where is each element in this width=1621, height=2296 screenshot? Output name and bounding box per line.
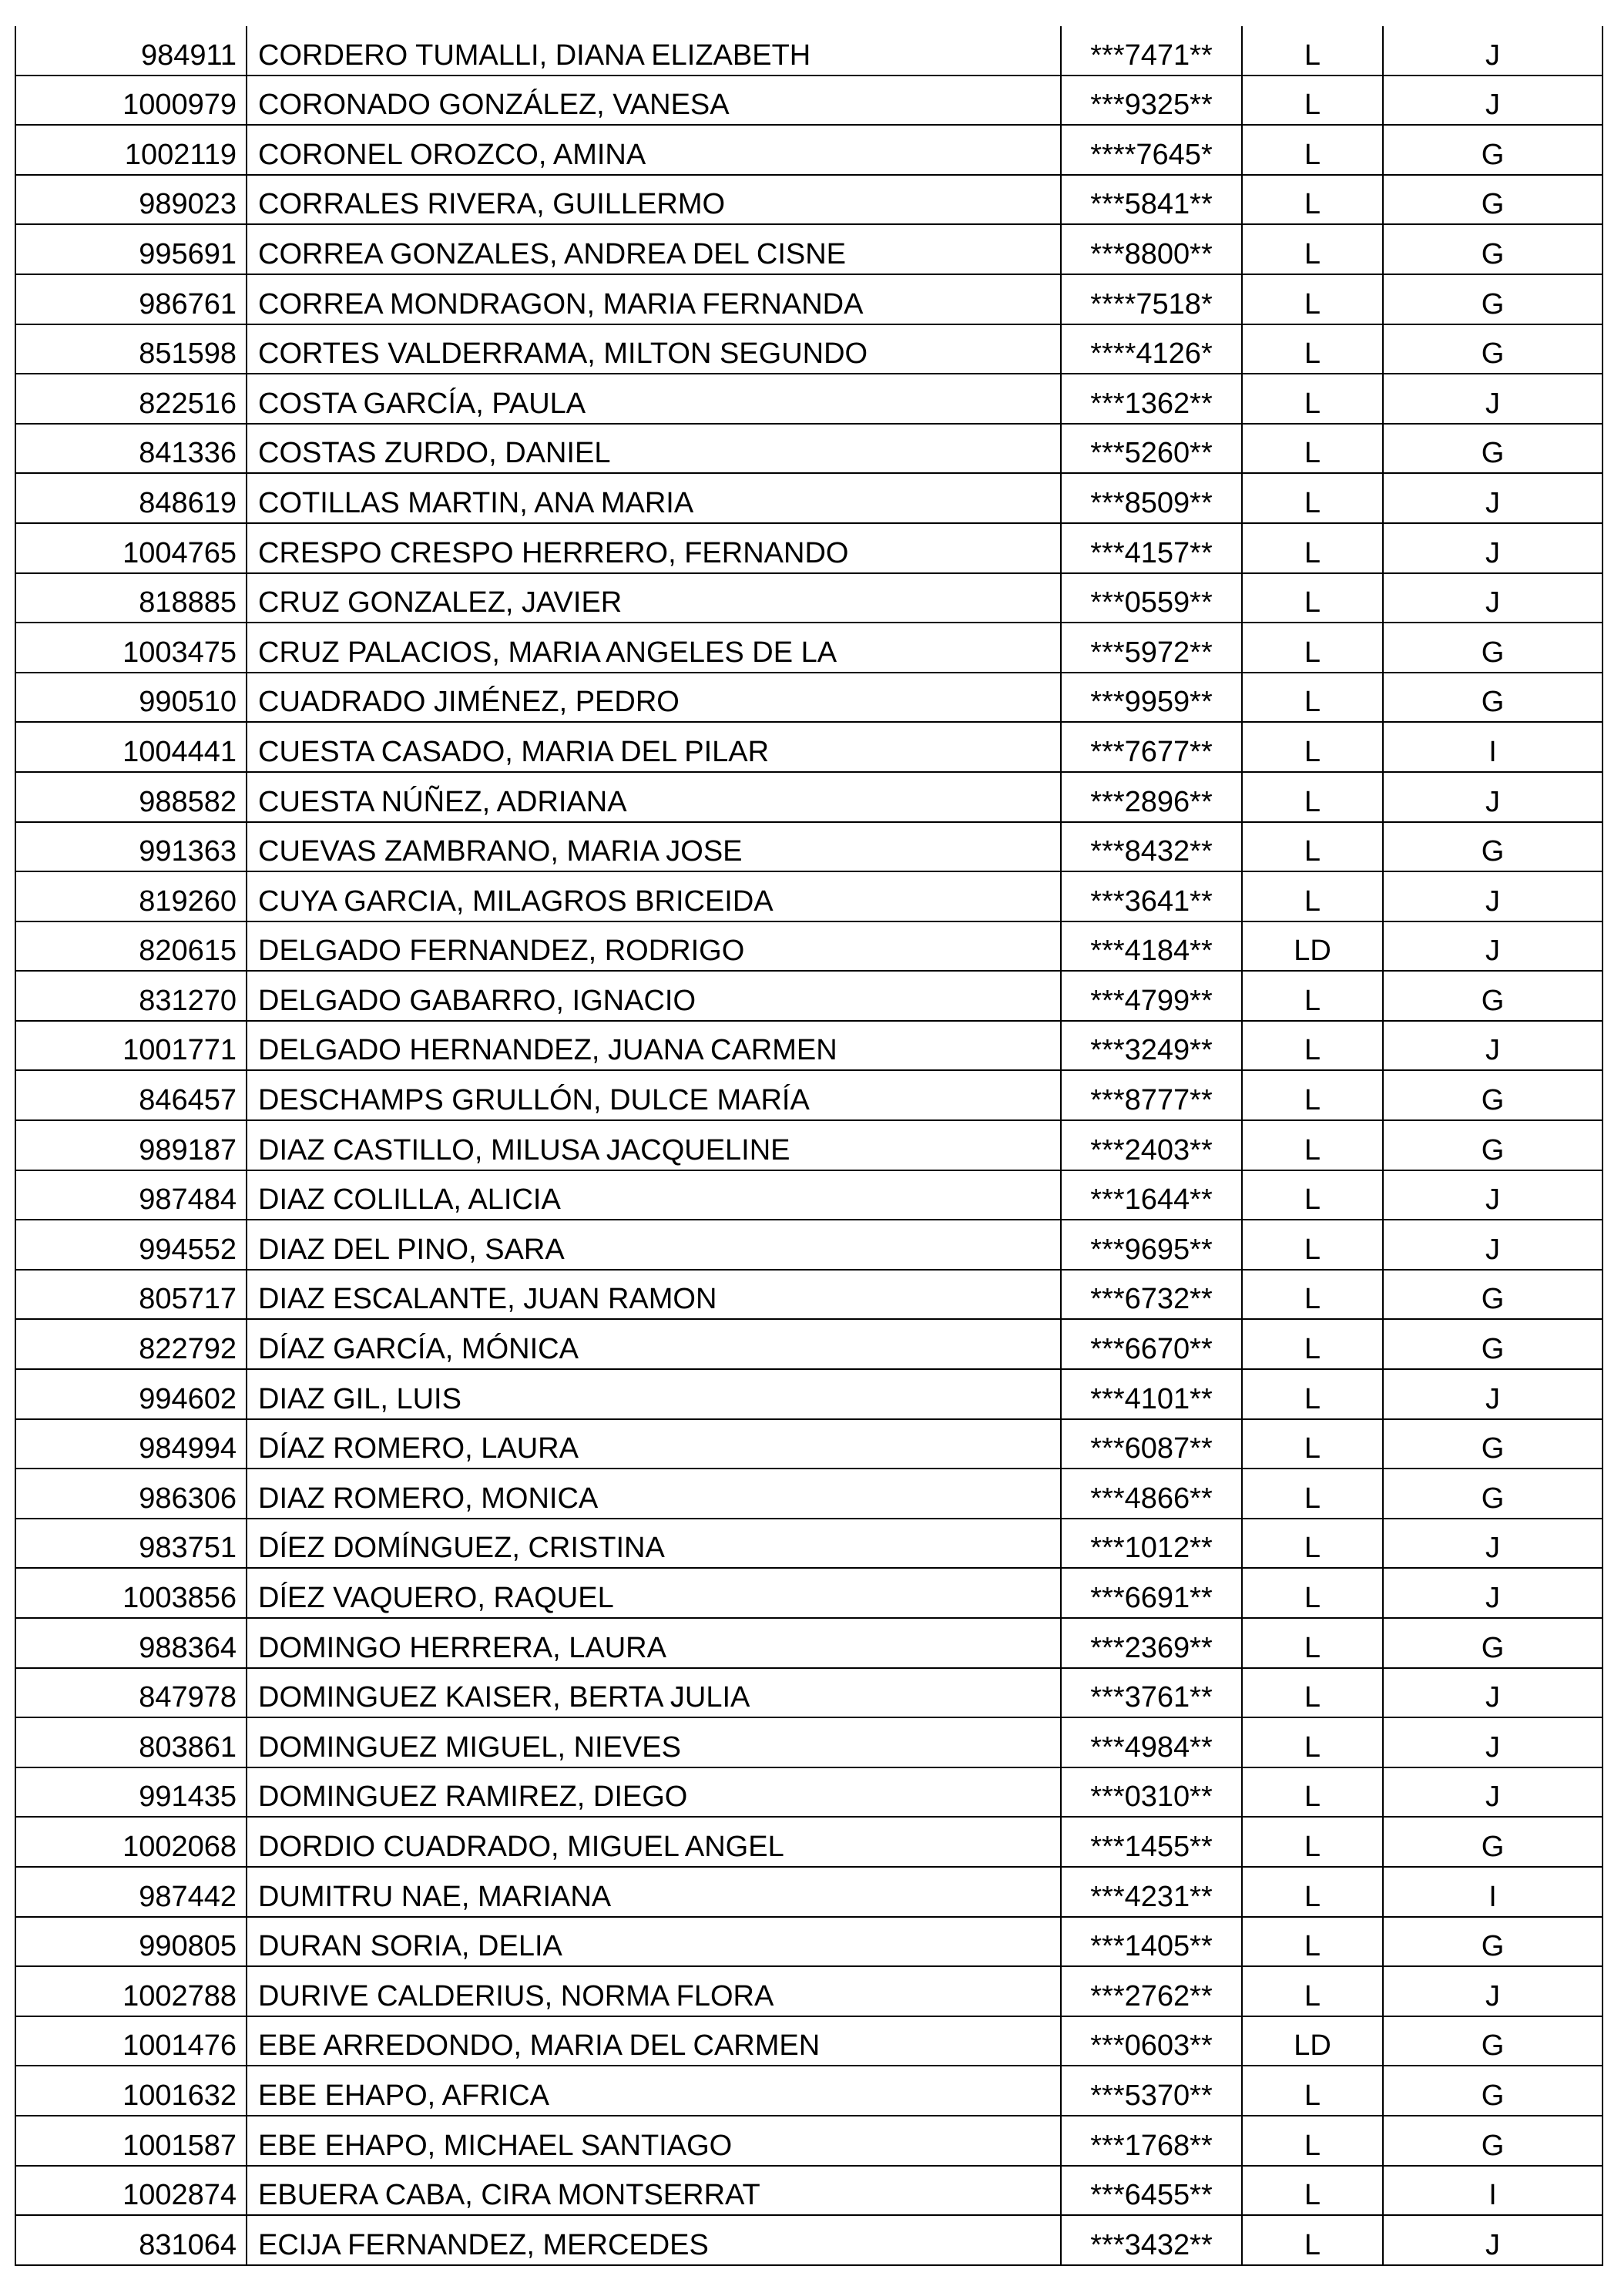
cell-group: J (1382, 1022, 1602, 1070)
cell-id: 990805 (15, 1918, 246, 1966)
table-row (15, 76, 1602, 126)
cell-type: L (1241, 126, 1382, 174)
cell-name: DÍAZ GARCÍA, MÓNICA (246, 1320, 1060, 1368)
cell-name: COSTAS ZURDO, DANIEL (246, 425, 1060, 473)
cell-masked-id: ***6670** (1060, 1320, 1241, 1368)
cell-name: DIAZ GIL, LUIS (246, 1370, 1060, 1418)
cell-type: L (1241, 275, 1382, 324)
cell-group: J (1382, 1370, 1602, 1418)
cell-type: L (1241, 1918, 1382, 1966)
cell-id: 1004441 (15, 723, 246, 771)
cell-name: CUYA GARCIA, MILAGROS BRICEIDA (246, 872, 1060, 921)
cell-group: J (1382, 524, 1602, 572)
cell-type: L (1241, 2216, 1382, 2264)
cell-id: 1001587 (15, 2116, 246, 2165)
cell-id: 989023 (15, 176, 246, 224)
cell-group: J (1382, 2216, 1602, 2264)
cell-type: L (1241, 723, 1382, 771)
cell-masked-id: ***1012** (1060, 1519, 1241, 1568)
cell-name: CUEVAS ZAMBRANO, MARIA JOSE (246, 823, 1060, 871)
cell-type: L (1241, 2116, 1382, 2165)
table-row (15, 325, 1602, 375)
table-row (15, 1569, 1602, 1619)
table-row (15, 574, 1602, 624)
cell-id: 1003475 (15, 623, 246, 672)
table-row (15, 823, 1602, 873)
cell-type: L (1241, 1370, 1382, 1418)
cell-name: DÍAZ ROMERO, LAURA (246, 1420, 1060, 1469)
cell-id: 1002788 (15, 1967, 246, 2016)
cell-masked-id: ***3761** (1060, 1669, 1241, 1717)
cell-id: 994602 (15, 1370, 246, 1418)
cell-masked-id: ***8432** (1060, 823, 1241, 871)
table-row (15, 1918, 1602, 1968)
cell-type: L (1241, 1519, 1382, 1568)
cell-masked-id: ****7645* (1060, 126, 1241, 174)
cell-id: 986306 (15, 1469, 246, 1518)
table-row (15, 1022, 1602, 1072)
table-row (15, 2167, 1602, 2217)
table-row (15, 225, 1602, 275)
cell-type: L (1241, 325, 1382, 374)
cell-masked-id: ***1405** (1060, 1918, 1241, 1966)
cell-group: G (1382, 225, 1602, 274)
table-row (15, 1320, 1602, 1370)
cell-id: 846457 (15, 1071, 246, 1119)
table-row (15, 2017, 1602, 2067)
cell-name: CUESTA NÚÑEZ, ADRIANA (246, 773, 1060, 821)
cell-group: J (1382, 474, 1602, 522)
cell-masked-id: ***5972** (1060, 623, 1241, 672)
cell-id: 994552 (15, 1220, 246, 1269)
cell-type: L (1241, 1171, 1382, 1220)
cell-group: G (1382, 1619, 1602, 1667)
cell-group: G (1382, 425, 1602, 473)
cell-masked-id: ***6691** (1060, 1569, 1241, 1617)
cell-type: L (1241, 1022, 1382, 1070)
cell-type: L (1241, 1768, 1382, 1817)
cell-masked-id: ***1768** (1060, 2116, 1241, 2165)
cell-id: 851598 (15, 325, 246, 374)
cell-group: J (1382, 1569, 1602, 1617)
cell-masked-id: ***3641** (1060, 872, 1241, 921)
cell-group: G (1382, 325, 1602, 374)
cell-masked-id: ***0559** (1060, 574, 1241, 623)
cell-group: I (1382, 723, 1602, 771)
cell-id: 1002119 (15, 126, 246, 174)
cell-type: L (1241, 1718, 1382, 1767)
cell-group: J (1382, 26, 1602, 75)
cell-name: CORTES VALDERRAMA, MILTON SEGUNDO (246, 325, 1060, 374)
cell-name: EBE ARREDONDO, MARIA DEL CARMEN (246, 2017, 1060, 2066)
cell-id: 847978 (15, 1669, 246, 1717)
cell-group: G (1382, 972, 1602, 1020)
table-row (15, 972, 1602, 1022)
cell-type: L (1241, 2167, 1382, 2215)
cell-masked-id: ***6732** (1060, 1271, 1241, 1319)
cell-name: COTILLAS MARTIN, ANA MARIA (246, 474, 1060, 522)
cell-type: L (1241, 1619, 1382, 1667)
cell-masked-id: ***1644** (1060, 1171, 1241, 1220)
cell-type: L (1241, 225, 1382, 274)
cell-masked-id: ***6455** (1060, 2167, 1241, 2215)
cell-type: L (1241, 1669, 1382, 1717)
cell-name: CRESPO CRESPO HERRERO, FERNANDO (246, 524, 1060, 572)
cell-id: 805717 (15, 1271, 246, 1319)
cell-id: 995691 (15, 225, 246, 274)
cell-id: 991363 (15, 823, 246, 871)
cell-type: L (1241, 1967, 1382, 2016)
table-row (15, 275, 1602, 325)
cell-name: ECIJA FERNANDEZ, MERCEDES (246, 2216, 1060, 2264)
cell-name: CORONEL OROZCO, AMINA (246, 126, 1060, 174)
cell-group: G (1382, 2116, 1602, 2165)
cell-masked-id: ***3249** (1060, 1022, 1241, 1070)
cell-group: G (1382, 1121, 1602, 1170)
cell-group: J (1382, 374, 1602, 423)
cell-id: 984994 (15, 1420, 246, 1469)
table-row (15, 1121, 1602, 1171)
table-row (15, 1420, 1602, 1470)
cell-id: 841336 (15, 425, 246, 473)
cell-id: 988582 (15, 773, 246, 821)
table-row (15, 1669, 1602, 1719)
cell-name: DORDIO CUADRADO, MIGUEL ANGEL (246, 1818, 1060, 1866)
cell-id: 831064 (15, 2216, 246, 2264)
cell-masked-id: ***4799** (1060, 972, 1241, 1020)
cell-name: DIAZ ROMERO, MONICA (246, 1469, 1060, 1518)
cell-name: CORREA MONDRAGON, MARIA FERNANDA (246, 275, 1060, 324)
cell-masked-id: ***2403** (1060, 1121, 1241, 1170)
cell-type: L (1241, 673, 1382, 722)
table-row (15, 1718, 1602, 1768)
cell-name: DUMITRU NAE, MARIANA (246, 1868, 1060, 1916)
cell-type: L (1241, 1868, 1382, 1916)
cell-group: J (1382, 1519, 1602, 1568)
cell-masked-id: ***2762** (1060, 1967, 1241, 2016)
cell-name: DOMINGO HERRERA, LAURA (246, 1619, 1060, 1667)
cell-type: L (1241, 2066, 1382, 2115)
cell-masked-id: ***8777** (1060, 1071, 1241, 1119)
table-row (15, 126, 1602, 176)
cell-masked-id: ***2896** (1060, 773, 1241, 821)
cell-type: L (1241, 425, 1382, 473)
cell-id: 983751 (15, 1519, 246, 1568)
cell-masked-id: ***9325** (1060, 76, 1241, 125)
table-row (15, 922, 1602, 972)
table-row (15, 1071, 1602, 1121)
cell-group: G (1382, 2066, 1602, 2115)
cell-name: CORONADO GONZÁLEZ, VANESA (246, 76, 1060, 125)
cell-masked-id: ***8800** (1060, 225, 1241, 274)
cell-name: DIAZ COLILLA, ALICIA (246, 1171, 1060, 1220)
cell-name: CRUZ PALACIOS, MARIA ANGELES DE LA (246, 623, 1060, 672)
cell-type: L (1241, 623, 1382, 672)
cell-name: DÍEZ VAQUERO, RAQUEL (246, 1569, 1060, 1617)
cell-group: J (1382, 1669, 1602, 1717)
cell-type: L (1241, 1071, 1382, 1119)
cell-group: G (1382, 673, 1602, 722)
cell-masked-id: ***9695** (1060, 1220, 1241, 1269)
table-row (15, 26, 1602, 76)
cell-masked-id: ***4866** (1060, 1469, 1241, 1518)
table-row (15, 474, 1602, 524)
cell-type: L (1241, 972, 1382, 1020)
cell-group: J (1382, 1171, 1602, 1220)
data-table (15, 26, 1603, 2266)
cell-masked-id: ***5841** (1060, 176, 1241, 224)
table-row (15, 1967, 1602, 2017)
cell-masked-id: ***5370** (1060, 2066, 1241, 2115)
cell-masked-id: ***4157** (1060, 524, 1241, 572)
cell-id: 988364 (15, 1619, 246, 1667)
table-row (15, 723, 1602, 773)
cell-id: 1001632 (15, 2066, 246, 2115)
table-row (15, 1469, 1602, 1519)
cell-masked-id: ****4126* (1060, 325, 1241, 374)
cell-type: L (1241, 474, 1382, 522)
table-row (15, 374, 1602, 425)
cell-id: 818885 (15, 574, 246, 623)
cell-id: 1003856 (15, 1569, 246, 1617)
cell-name: DÍEZ DOMÍNGUEZ, CRISTINA (246, 1519, 1060, 1568)
cell-masked-id: ***8509** (1060, 474, 1241, 522)
cell-group: J (1382, 872, 1602, 921)
cell-name: CORDERO TUMALLI, DIANA ELIZABETH (246, 26, 1060, 75)
cell-name: DIAZ DEL PINO, SARA (246, 1220, 1060, 1269)
cell-id: 1002068 (15, 1818, 246, 1866)
cell-id: 848619 (15, 474, 246, 522)
cell-type: LD (1241, 922, 1382, 971)
cell-name: CORRALES RIVERA, GUILLERMO (246, 176, 1060, 224)
cell-group: G (1382, 1320, 1602, 1368)
cell-name: DELGADO FERNANDEZ, RODRIGO (246, 922, 1060, 971)
cell-masked-id: ***7677** (1060, 723, 1241, 771)
cell-name: CUESTA CASADO, MARIA DEL PILAR (246, 723, 1060, 771)
cell-group: J (1382, 1967, 1602, 2016)
cell-group: I (1382, 2167, 1602, 2215)
cell-group: G (1382, 176, 1602, 224)
cell-id: 1001476 (15, 2017, 246, 2066)
cell-id: 986761 (15, 275, 246, 324)
cell-id: 987484 (15, 1171, 246, 1220)
cell-masked-id: ****7518* (1060, 275, 1241, 324)
cell-group: J (1382, 76, 1602, 125)
cell-id: 987442 (15, 1868, 246, 1916)
cell-group: I (1382, 1868, 1602, 1916)
cell-id: 1000979 (15, 76, 246, 125)
cell-masked-id: ***1362** (1060, 374, 1241, 423)
cell-group: J (1382, 773, 1602, 821)
cell-name: DOMINGUEZ MIGUEL, NIEVES (246, 1718, 1060, 1767)
cell-type: L (1241, 574, 1382, 623)
table-row (15, 1868, 1602, 1918)
cell-name: DURAN SORIA, DELIA (246, 1918, 1060, 1966)
cell-name: DOMINGUEZ RAMIREZ, DIEGO (246, 1768, 1060, 1817)
cell-type: L (1241, 773, 1382, 821)
cell-name: EBE EHAPO, AFRICA (246, 2066, 1060, 2115)
table-row (15, 1220, 1602, 1271)
cell-group: J (1382, 574, 1602, 623)
cell-group: J (1382, 1768, 1602, 1817)
cell-name: DOMINGUEZ KAISER, BERTA JULIA (246, 1669, 1060, 1717)
cell-masked-id: ***7471** (1060, 26, 1241, 75)
cell-masked-id: ***6087** (1060, 1420, 1241, 1469)
table-row (15, 623, 1602, 673)
cell-name: EBE EHAPO, MICHAEL SANTIAGO (246, 2116, 1060, 2165)
cell-name: COSTA GARCÍA, PAULA (246, 374, 1060, 423)
table-row (15, 524, 1602, 574)
cell-group: J (1382, 922, 1602, 971)
cell-type: LD (1241, 2017, 1382, 2066)
cell-name: CORREA GONZALES, ANDREA DEL CISNE (246, 225, 1060, 274)
table-row (15, 1271, 1602, 1321)
cell-group: G (1382, 623, 1602, 672)
cell-masked-id: ***0603** (1060, 2017, 1241, 2066)
cell-type: L (1241, 1420, 1382, 1469)
cell-type: L (1241, 823, 1382, 871)
cell-masked-id: ***1455** (1060, 1818, 1241, 1866)
cell-masked-id: ***3432** (1060, 2216, 1241, 2264)
cell-id: 1001771 (15, 1022, 246, 1070)
cell-type: L (1241, 374, 1382, 423)
cell-id: 819260 (15, 872, 246, 921)
cell-type: L (1241, 524, 1382, 572)
cell-group: G (1382, 1071, 1602, 1119)
cell-group: G (1382, 823, 1602, 871)
cell-group: J (1382, 1718, 1602, 1767)
table-row (15, 2066, 1602, 2116)
cell-name: EBUERA CABA, CIRA MONTSERRAT (246, 2167, 1060, 2215)
cell-masked-id: ***0310** (1060, 1768, 1241, 1817)
cell-type: L (1241, 26, 1382, 75)
cell-group: G (1382, 2017, 1602, 2066)
cell-masked-id: ***2369** (1060, 1619, 1241, 1667)
cell-group: J (1382, 1220, 1602, 1269)
cell-group: G (1382, 1918, 1602, 1966)
cell-id: 1002874 (15, 2167, 246, 2215)
table-row (15, 1171, 1602, 1221)
cell-type: L (1241, 1818, 1382, 1866)
cell-group: G (1382, 1469, 1602, 1518)
table-row (15, 2116, 1602, 2167)
table-row (15, 1619, 1602, 1669)
table-row (15, 673, 1602, 723)
cell-id: 984911 (15, 26, 246, 75)
cell-type: L (1241, 1469, 1382, 1518)
table-row (15, 1519, 1602, 1569)
cell-name: DELGADO GABARRO, IGNACIO (246, 972, 1060, 1020)
cell-type: L (1241, 1271, 1382, 1319)
cell-name: DIAZ ESCALANTE, JUAN RAMON (246, 1271, 1060, 1319)
cell-id: 991435 (15, 1768, 246, 1817)
cell-id: 990510 (15, 673, 246, 722)
table-row (15, 425, 1602, 475)
cell-group: G (1382, 275, 1602, 324)
cell-id: 822516 (15, 374, 246, 423)
cell-group: G (1382, 126, 1602, 174)
table-row (15, 872, 1602, 922)
table-row (15, 1818, 1602, 1868)
cell-name: CRUZ GONZALEZ, JAVIER (246, 574, 1060, 623)
cell-name: DESCHAMPS GRULLÓN, DULCE MARÍA (246, 1071, 1060, 1119)
table-row (15, 773, 1602, 823)
cell-name: DIAZ CASTILLO, MILUSA JACQUELINE (246, 1121, 1060, 1170)
table-row (15, 2216, 1602, 2266)
cell-id: 1004765 (15, 524, 246, 572)
cell-id: 831270 (15, 972, 246, 1020)
cell-masked-id: ***5260** (1060, 425, 1241, 473)
table-row (15, 176, 1602, 226)
cell-group: G (1382, 1271, 1602, 1319)
cell-type: L (1241, 1569, 1382, 1617)
cell-type: L (1241, 1220, 1382, 1269)
cell-id: 822792 (15, 1320, 246, 1368)
cell-masked-id: ***4101** (1060, 1370, 1241, 1418)
cell-name: DURIVE CALDERIUS, NORMA FLORA (246, 1967, 1060, 2016)
cell-id: 820615 (15, 922, 246, 971)
cell-group: G (1382, 1818, 1602, 1866)
cell-name: DELGADO HERNANDEZ, JUANA CARMEN (246, 1022, 1060, 1070)
cell-masked-id: ***9959** (1060, 673, 1241, 722)
table-row (15, 1768, 1602, 1818)
cell-id: 989187 (15, 1121, 246, 1170)
cell-name: CUADRADO JIMÉNEZ, PEDRO (246, 673, 1060, 722)
cell-type: L (1241, 872, 1382, 921)
cell-group: G (1382, 1420, 1602, 1469)
cell-masked-id: ***4184** (1060, 922, 1241, 971)
table-row (15, 1370, 1602, 1420)
cell-masked-id: ***4231** (1060, 1868, 1241, 1916)
cell-type: L (1241, 1320, 1382, 1368)
cell-type: L (1241, 176, 1382, 224)
cell-type: L (1241, 76, 1382, 125)
cell-id: 803861 (15, 1718, 246, 1767)
cell-masked-id: ***4984** (1060, 1718, 1241, 1767)
cell-type: L (1241, 1121, 1382, 1170)
